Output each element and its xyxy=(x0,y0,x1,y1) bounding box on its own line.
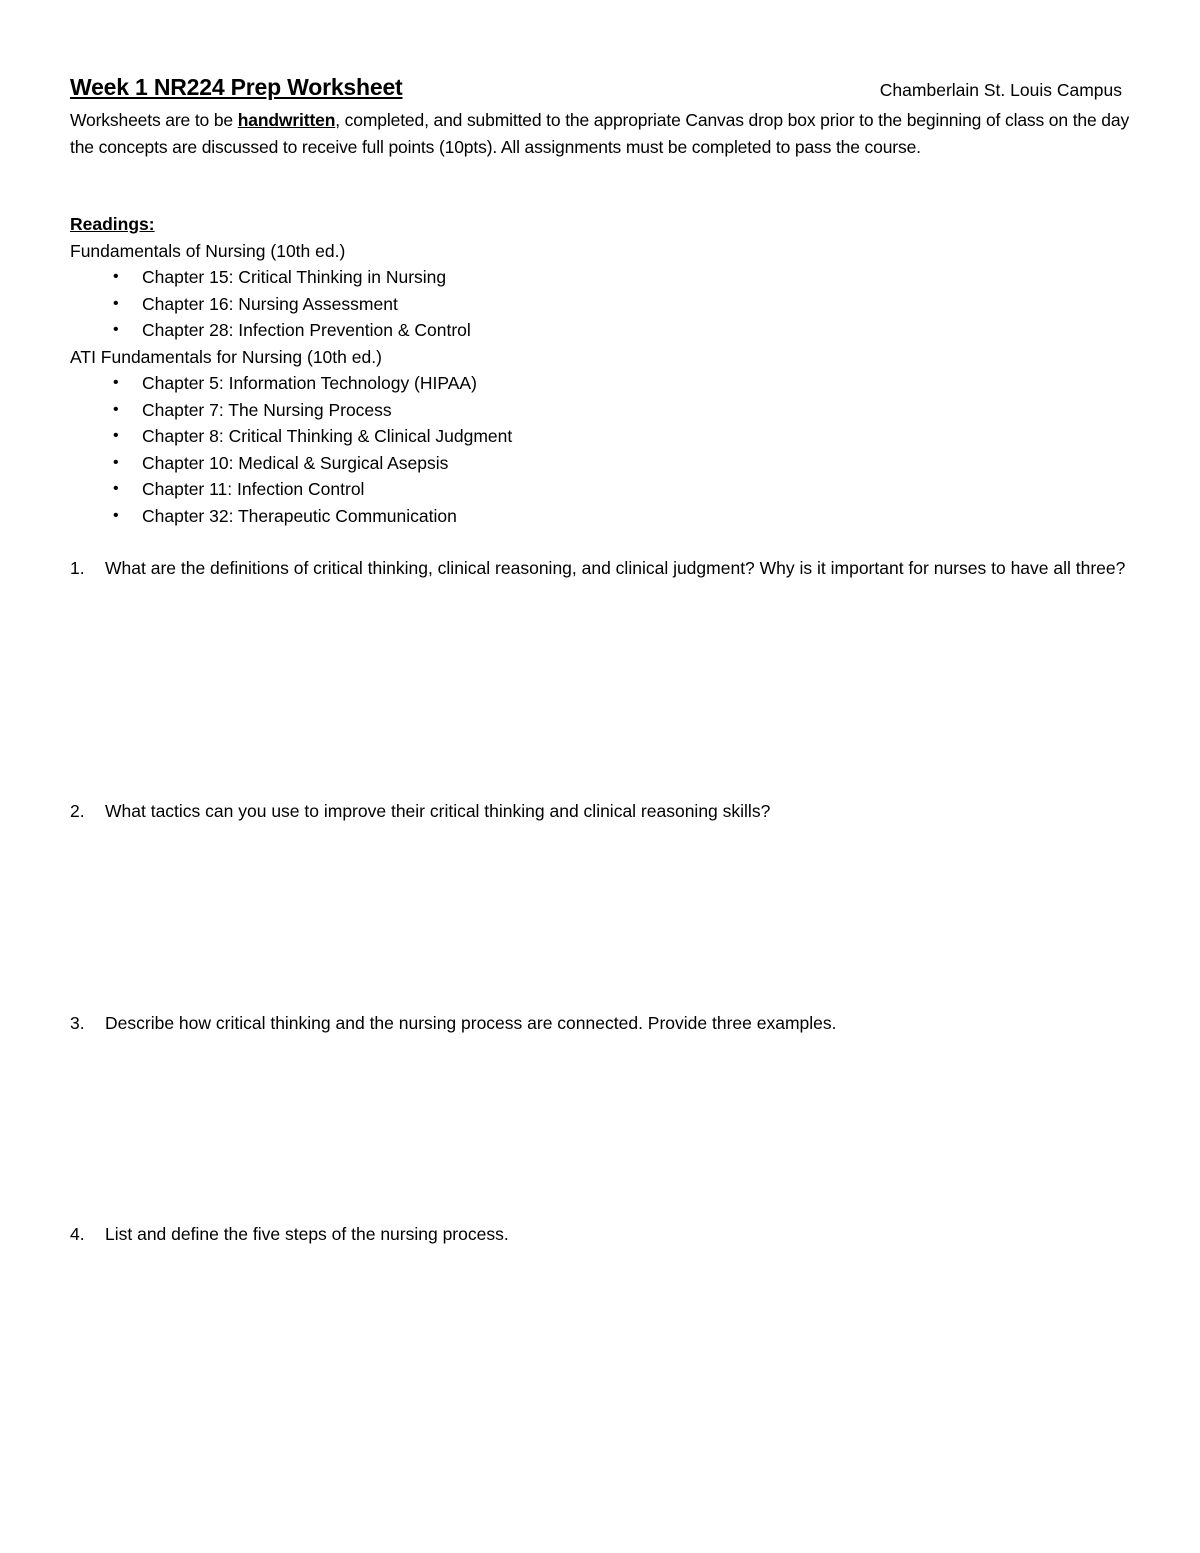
chapter-item xyxy=(70,503,1130,530)
chapter-item xyxy=(70,450,1130,477)
chapter-label: Chapter 8: Critical Thinking & Clinical Judgment xyxy=(142,426,513,446)
question-item xyxy=(70,553,1130,584)
instructions-text-before: Worksheets are to be xyxy=(70,110,238,130)
campus-name: Chamberlain St. Louis Campus xyxy=(879,80,1122,100)
bullet-icon: • xyxy=(113,374,119,391)
bullet-icon: • xyxy=(113,427,119,444)
bullet-icon: • xyxy=(113,321,119,338)
question-number: 3. xyxy=(70,1013,85,1033)
chapter-item xyxy=(70,370,1130,397)
chapter-label: Chapter 15: Critical Thinking in Nursing xyxy=(142,267,447,287)
chapter-item xyxy=(70,423,1130,450)
bullet-icon: • xyxy=(113,294,119,312)
chapter-label: Chapter 7: The Nursing Process xyxy=(142,399,392,420)
chapter-label: Chapter 10: Medical & Surgical Asepsis xyxy=(142,452,449,473)
bullet-icon: • xyxy=(113,506,119,524)
chapter-item xyxy=(70,397,1130,424)
question-text: What tactics can you use to improve their critical thinking and clinical reasoning skills? xyxy=(105,801,771,821)
readings-heading: Readings: xyxy=(70,214,155,234)
instructions-emphasis: handwritten xyxy=(237,110,336,130)
chapter-item xyxy=(70,476,1130,503)
question-number: 2. xyxy=(70,801,85,821)
bullet-icon: • xyxy=(113,400,119,418)
chapter-label: Chapter 32: Therapeutic Communication xyxy=(142,505,457,526)
document-title: Week 1 NR224 Prep Worksheet xyxy=(70,74,403,100)
instructions-paragraph xyxy=(70,107,1130,160)
question-item xyxy=(70,796,1130,827)
instructions-text-after: , completed, and submitted to the appropriate Canvas drop box prior to the beginning of class on the day the concepts are discussed to receive full points (10pts). All assignments must be completed to pass the course. xyxy=(70,110,1130,157)
chapter-list xyxy=(70,264,1130,344)
chapter-item xyxy=(70,317,1130,344)
question-item xyxy=(70,1008,1130,1039)
bullet-icon: • xyxy=(113,480,119,497)
chapter-label: Chapter 5: Information Technology (HIPAA) xyxy=(142,373,477,393)
book-title: Fundamentals of Nursing (10th ed.) xyxy=(70,240,346,261)
readings-section xyxy=(70,211,1130,529)
question-text: List and define the five steps of the nursing process. xyxy=(105,1224,509,1244)
question-text: What are the definitions of critical thinking, clinical reasoning, and clinical judgment? Why is it important for nurses to have all three? xyxy=(105,558,1126,578)
question-item xyxy=(70,1219,1130,1250)
bullet-icon: • xyxy=(113,268,119,285)
chapter-item xyxy=(70,264,1130,291)
chapter-label: Chapter 28: Infection Prevention & Control xyxy=(142,320,471,340)
question-text: Describe how critical thinking and the nursing process are connected. Provide three examples. xyxy=(105,1013,837,1033)
chapter-item xyxy=(70,291,1130,318)
question-number: 1. xyxy=(70,558,85,578)
chapter-list xyxy=(70,370,1130,529)
chapter-label: Chapter 16: Nursing Assessment xyxy=(142,293,398,314)
question-number: 4. xyxy=(70,1224,85,1244)
book-title: ATI Fundamentals for Nursing (10th ed.) xyxy=(70,346,382,367)
chapter-label: Chapter 11: Infection Control xyxy=(142,479,365,499)
document-header xyxy=(70,74,1122,106)
bullet-icon: • xyxy=(113,453,119,471)
